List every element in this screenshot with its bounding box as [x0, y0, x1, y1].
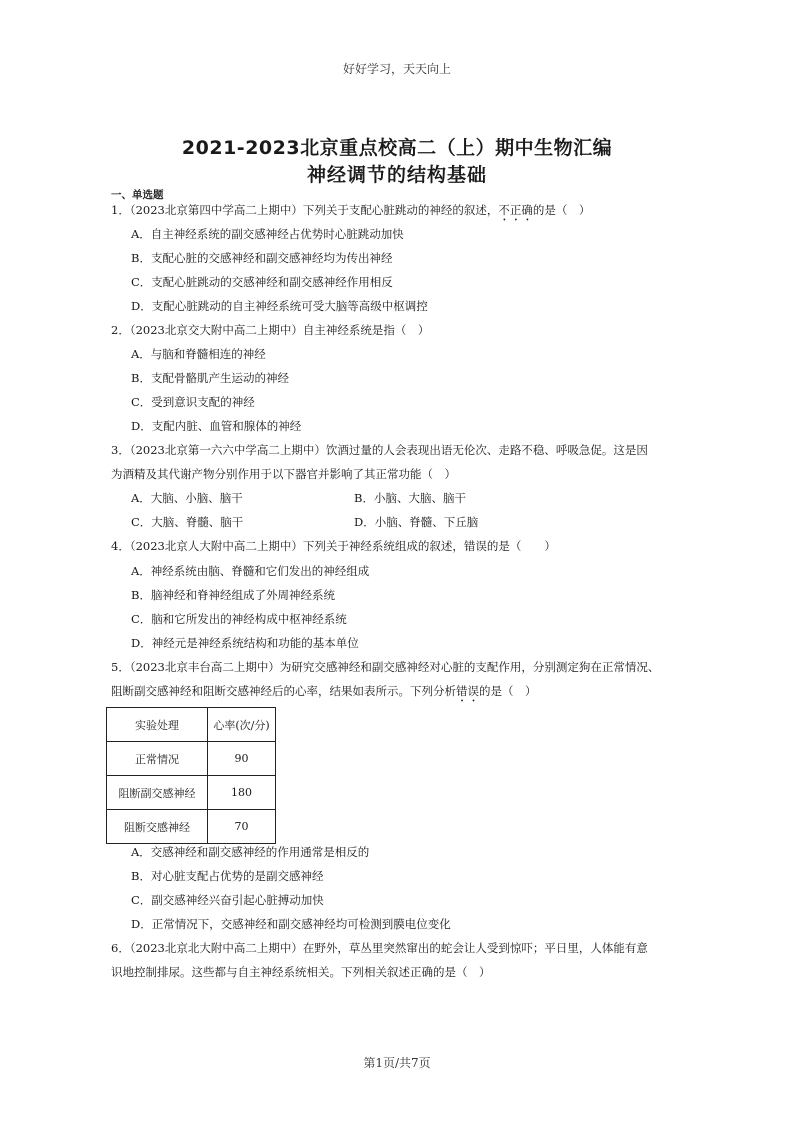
question-1-option-a: A．自主神经系统的副交感神经占优势时心脏跳动加快 [131, 227, 404, 241]
heart-rate-table [106, 707, 276, 844]
question-2-option-c: C．受到意识支配的神经 [131, 395, 255, 409]
question-2-option-d: D．支配内脏、血管和腺体的神经 [131, 419, 302, 433]
question-1-stem-pre: 1．（2023北京第四中学高二上期中）下列关于支配心脏跳动的神经的叙述， [111, 203, 499, 217]
doc-title-line1: 2021-2023北京重点校高二（上）期中生物汇编 [181, 137, 613, 159]
table-cell: 70 [208, 810, 276, 844]
table-row [107, 742, 276, 776]
question-5-emphasis: 错误 [456, 684, 479, 698]
question-1-option-b: B．支配心脏的交感神经和副交感神经均为传出神经 [131, 251, 393, 265]
question-1-option-d: D．支配心脏跳动的自主神经系统可受大脑等高级中枢调控 [131, 299, 428, 313]
table-header-cell: 心率(次/分) [208, 708, 276, 742]
question-3-stem-line2: 为酒精及其代谢产物分别作用于以下器官并影响了其正常功能（ ） [111, 467, 456, 481]
question-6-stem-line2: 识地控制排尿。这些都与自主神经系统相关。下列相关叙述正确的是（ ） [111, 965, 491, 979]
question-1-emphasis: 不正确 [498, 203, 533, 217]
question-5-option-a: A．交感神经和副交感神经的作用通常是相反的 [131, 845, 370, 859]
section-heading: 一、单选题 [111, 189, 164, 201]
question-3-option-b: B．小脑、大脑、脑干 [354, 491, 466, 505]
page-number: 第1页/共7页 [363, 1056, 431, 1070]
doc-title-line2: 神经调节的结构基础 [306, 164, 487, 186]
question-2-option-a: A．与脑和脊髓相连的神经 [131, 347, 266, 361]
question-6-stem-line1: 6．（2023北京北大附中高二上期中）在野外，草丛里突然窜出的蛇会让人受到惊吓；平日里，人体能有意 [111, 941, 648, 955]
question-5-stem-line1: 5．（2023北京丰台高二上期中）为研究交感神经和副交感神经对心脏的支配作用，分别测定狗在正常情况、 [111, 660, 660, 674]
question-4-option-b: B．脑神经和脊神经组成了外周神经系统 [131, 588, 335, 602]
table-header-cell: 实验处理 [107, 708, 208, 742]
question-2-option-b: B．支配骨骼肌产生运动的神经 [131, 371, 289, 385]
question-3-option-d: D．小脑、脊髓、下丘脑 [354, 515, 479, 529]
question-4-option-c: C．脑和它所发出的神经构成中枢神经系统 [131, 612, 347, 626]
table-cell: 阻断副交感神经 [107, 776, 208, 810]
question-4-option-d: D．神经元是神经系统结构和功能的基本单位 [131, 636, 359, 650]
table-cell: 阻断交感神经 [107, 810, 208, 844]
question-5-stem-line2 [111, 679, 686, 705]
question-5-option-b: B．对心脏支配占优势的是副交感神经 [131, 869, 324, 883]
question-1-option-c: C．支配心脏跳动的交感神经和副交感神经作用相反 [131, 275, 393, 289]
question-5-option-c: C．副交感神经兴奋引起心脏搏动加快 [131, 893, 324, 907]
table-header-row [107, 708, 276, 742]
table-cell: 180 [208, 776, 276, 810]
question-4-stem: 4．（2023北京人大附中高二上期中）下列关于神经系统组成的叙述，错误的是（ ） [111, 539, 556, 553]
table-row [107, 810, 276, 844]
header-motto: 好好学习，天天向上 [342, 62, 451, 76]
question-4-option-a: A．神经系统由脑、脊髓和它们发出的神经组成 [131, 564, 370, 578]
question-3-option-a: A．大脑、小脑、脑干 [131, 491, 243, 505]
question-1-stem-post: 的是（ ） [532, 203, 591, 217]
question-3-stem-line1: 3．（2023北京第一六六中学高二上期中）饮酒过量的人会表现出语无伦次、走路不稳、呼吸急促。这是因 [111, 443, 648, 457]
table-cell: 90 [208, 742, 276, 776]
question-3-option-c: C．大脑、脊髓、脑干 [131, 515, 244, 529]
question-5-stem-line2-pre: 阻断副交感神经和阻断交感神经后的心率，结果如表所示。下列分析 [111, 684, 456, 698]
question-5-stem-line2-post: 的是（ ） [479, 684, 537, 698]
question-1-stem [111, 198, 686, 224]
table-cell: 正常情况 [107, 742, 208, 776]
table-row [107, 776, 276, 810]
question-5-option-d: D．正常情况下，交感神经和副交感神经均可检测到膜电位变化 [131, 917, 451, 931]
question-2-stem: 2．（2023北京交大附中高二上期中）自主神经系统是指（ ） [111, 323, 430, 337]
